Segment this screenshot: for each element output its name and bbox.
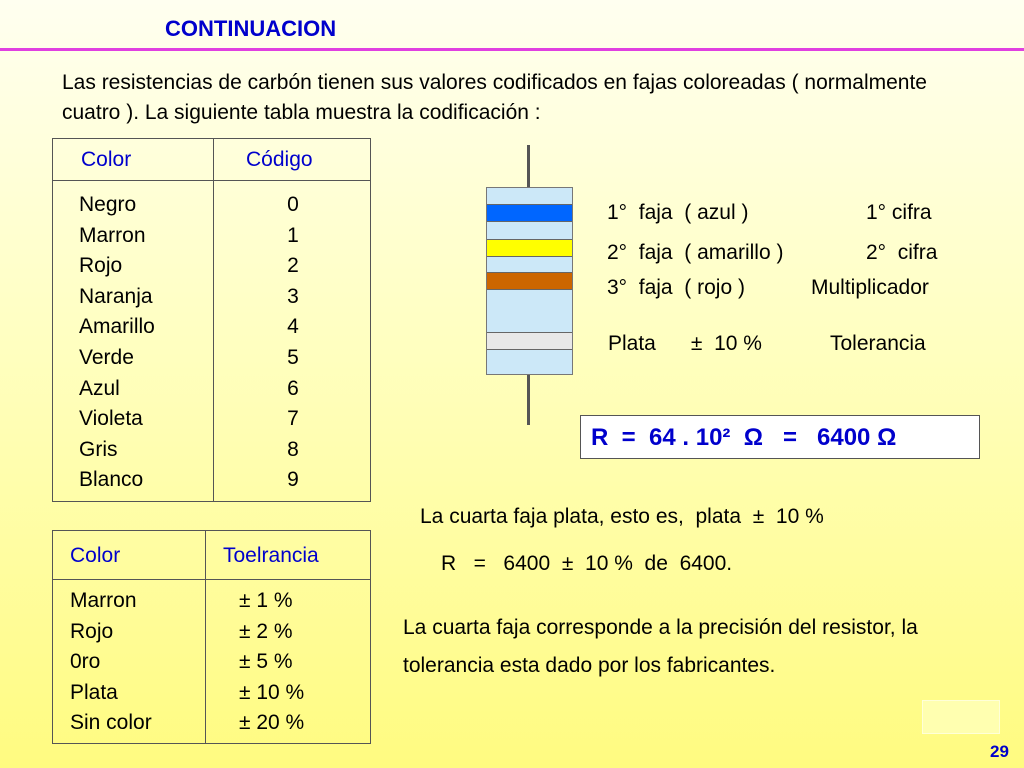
tolerance-header: Toelrancia — [223, 544, 319, 567]
color-name: Azul — [79, 376, 120, 400]
tolerance-color: 0ro — [70, 650, 101, 674]
band-1-label: 1° faja ( azul ) — [607, 201, 749, 224]
tolerance-color: Sin color — [70, 711, 152, 735]
color-code: 8 — [287, 437, 299, 461]
color-name: Marron — [79, 223, 146, 247]
tolerance-value: ± 1 % — [239, 589, 293, 612]
color-code: 3 — [287, 284, 299, 308]
resistor-body — [486, 187, 573, 375]
color-name: Violeta — [79, 407, 143, 431]
color-code: 2 — [287, 254, 299, 278]
color-code: 6 — [287, 376, 299, 400]
tolerance-color: Plata — [70, 680, 118, 704]
tolerance-table — [52, 530, 371, 744]
tolerance-value: ± 20 % — [239, 711, 305, 735]
color-code: 4 — [287, 315, 299, 339]
color-name: Rojo — [79, 254, 123, 278]
page-number: 29 — [990, 742, 1009, 761]
color-name: Negro — [79, 193, 137, 216]
resistor-lead-bottom — [527, 373, 530, 425]
resistance-formula: R = 64 . 10² Ω = 6400 Ω — [580, 415, 980, 459]
color-name: Gris — [79, 437, 118, 461]
intro-paragraph: Las resistencias de carbón tienen sus valores codificados en fajas coloreadas ( normalmente cuatro ). La siguiente tabla muestra la codificación : — [62, 71, 927, 124]
color-code: 9 — [287, 468, 299, 492]
band-1 — [487, 204, 572, 222]
tolerance-color: Marron — [70, 589, 137, 612]
tolerance-value: ± 2 % — [239, 619, 293, 643]
band-4 — [487, 332, 572, 350]
color-code: 0 — [287, 193, 299, 216]
color-header: Color — [81, 148, 132, 171]
color-code: 1 — [287, 223, 299, 247]
color-code: 7 — [287, 407, 299, 431]
code-list — [278, 190, 308, 496]
tolerance-value-list — [239, 586, 304, 739]
code-header: Código — [246, 148, 313, 171]
band-3-meaning: Multiplicador — [811, 276, 929, 299]
band-3-label: 3° faja ( rojo ) — [607, 276, 745, 299]
color-code-table — [52, 138, 371, 502]
color-name: Blanco — [79, 468, 144, 492]
color-list — [79, 190, 155, 496]
precision-paragraph: La cuarta faja corresponde a la precisión del resistor, la tolerancia esta dado por los fabricantes. — [403, 616, 918, 677]
tolerance-value: ± 5 % — [239, 650, 293, 674]
band-1-meaning: 1° cifra — [866, 201, 932, 224]
title-divider — [0, 48, 1024, 51]
nav-button[interactable] — [922, 700, 1000, 734]
tolerance-value: ± 10 % — [239, 680, 305, 704]
band-3 — [487, 272, 572, 290]
band-2 — [487, 239, 572, 257]
resistor-lead-top — [527, 145, 530, 188]
tolerance-color: Rojo — [70, 619, 114, 643]
fourth-band-text: La cuarta faja plata, esto es, plata ± 10 % — [420, 505, 824, 528]
result-text: R = 6400 ± 10 % de 6400. — [441, 552, 733, 575]
band-4-meaning: Tolerancia — [830, 332, 926, 355]
color-name: Verde — [79, 345, 134, 369]
color-name: Naranja — [79, 284, 153, 308]
band-2-meaning: 2° cifra — [866, 241, 938, 264]
color-code: 5 — [287, 345, 299, 369]
band-2-label: 2° faja ( amarillo ) — [607, 241, 784, 264]
tolerance-color-header: Color — [70, 544, 121, 567]
tolerance-color-list — [70, 586, 152, 739]
color-name: Amarillo — [79, 315, 155, 339]
slide-title: CONTINUACION — [165, 16, 337, 41]
band-4-label: Plata ± 10 % — [608, 332, 762, 355]
